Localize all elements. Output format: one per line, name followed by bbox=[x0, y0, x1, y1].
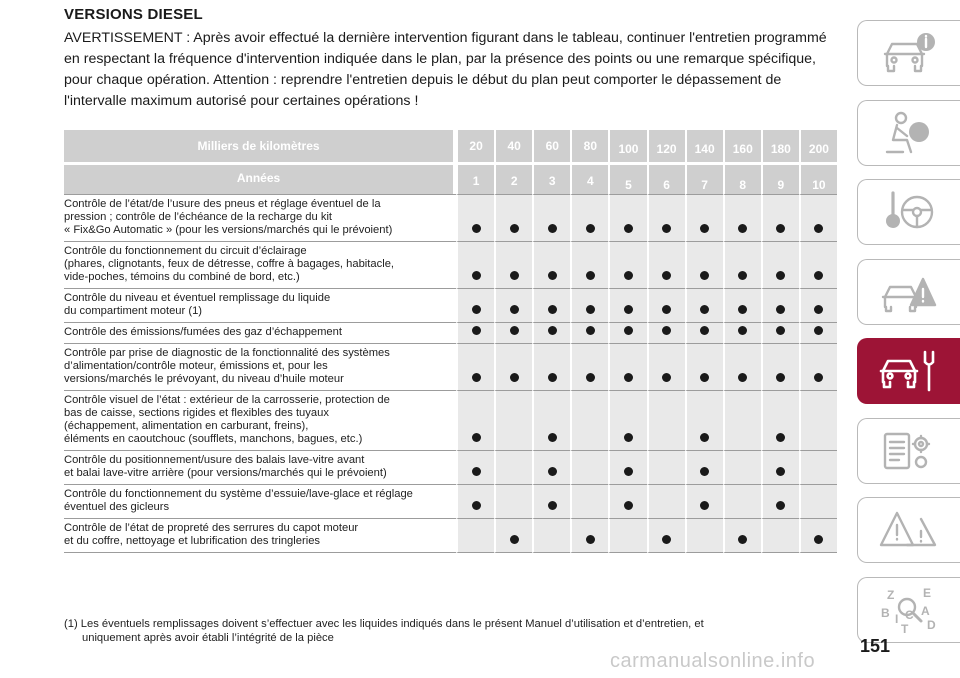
operation-label-line: bas de caisse, sections rigides et flexibles des tuyaux bbox=[64, 407, 329, 419]
operation-label bbox=[64, 450, 456, 484]
maintenance-dot bbox=[662, 271, 671, 280]
maintenance-row bbox=[64, 450, 837, 484]
maintenance-dot bbox=[624, 305, 633, 314]
interval-cell bbox=[494, 288, 532, 322]
year-header-cell: 1 bbox=[456, 162, 494, 194]
airbag-safety-icon bbox=[877, 108, 941, 158]
km-header-cell: 100 bbox=[608, 130, 646, 162]
interval-cell bbox=[570, 450, 608, 484]
year-header-cell: 8 bbox=[723, 162, 761, 194]
maintenance-dot bbox=[472, 501, 481, 510]
interval-cell bbox=[647, 194, 685, 241]
interval-cell bbox=[647, 241, 685, 288]
operation-label-line: du compartiment moteur (1) bbox=[64, 305, 203, 317]
year-header-cell: 5 bbox=[608, 162, 646, 194]
svg-text:B: B bbox=[881, 605, 890, 620]
maintenance-row bbox=[64, 484, 837, 518]
page-number: 151 bbox=[860, 636, 891, 656]
svg-text:C: C bbox=[905, 607, 914, 622]
interval-cell bbox=[456, 484, 494, 518]
tab-index[interactable] bbox=[857, 577, 960, 643]
maintenance-dot bbox=[700, 501, 709, 510]
operation-label-line: Contrôle visuel de l’état : extérieur de la carrosserie, protection de bbox=[64, 394, 390, 406]
interval-cell bbox=[685, 288, 723, 322]
interval-cell bbox=[647, 450, 685, 484]
interval-cell bbox=[685, 194, 723, 241]
interval-cell bbox=[608, 450, 646, 484]
maintenance-dot bbox=[472, 326, 481, 335]
interval-cell bbox=[532, 450, 570, 484]
tab-emergency[interactable] bbox=[857, 259, 960, 325]
year-header-cell: 7 bbox=[685, 162, 723, 194]
maintenance-dot bbox=[624, 501, 633, 510]
interval-cell bbox=[456, 241, 494, 288]
car-info-icon bbox=[877, 28, 941, 78]
operation-label-line: éventuel des gicleurs bbox=[64, 501, 170, 513]
interval-cell bbox=[761, 390, 799, 450]
maintenance-dot bbox=[548, 305, 557, 314]
operation-label bbox=[64, 288, 456, 322]
interval-cell bbox=[761, 484, 799, 518]
interval-cell bbox=[608, 390, 646, 450]
interval-cell bbox=[761, 450, 799, 484]
interval-cell bbox=[799, 322, 837, 343]
technical-data-gears-icon bbox=[877, 426, 941, 476]
maintenance-dot bbox=[662, 373, 671, 382]
interval-cell bbox=[685, 450, 723, 484]
interval-cell bbox=[685, 343, 723, 390]
maintenance-row bbox=[64, 343, 837, 390]
interval-cell bbox=[494, 484, 532, 518]
interval-cell bbox=[761, 343, 799, 390]
interval-cell bbox=[532, 518, 570, 553]
maintenance-dot bbox=[700, 271, 709, 280]
svg-text:I: I bbox=[895, 611, 899, 626]
years-header-row bbox=[64, 162, 837, 194]
maintenance-dot bbox=[814, 535, 823, 544]
interval-cell bbox=[494, 450, 532, 484]
interval-cell bbox=[494, 343, 532, 390]
maintenance-dot bbox=[814, 224, 823, 233]
svg-text:A: A bbox=[921, 603, 930, 618]
maintenance-dot bbox=[662, 326, 671, 335]
maintenance-dot bbox=[586, 305, 595, 314]
km-header-cell: 120 bbox=[647, 130, 685, 162]
maintenance-row bbox=[64, 194, 837, 241]
maintenance-dot bbox=[814, 271, 823, 280]
maintenance-dot bbox=[510, 305, 519, 314]
km-header-cell: 160 bbox=[723, 130, 761, 162]
section-title: VERSIONS DIESEL bbox=[64, 6, 203, 23]
interval-cell bbox=[456, 450, 494, 484]
km-header-cell: 20 bbox=[456, 130, 494, 162]
maintenance-dot bbox=[776, 467, 785, 476]
interval-cell bbox=[799, 194, 837, 241]
operation-label-line: Contrôle par prise de diagnostic de la fonctionnalité des systèmes bbox=[64, 347, 390, 359]
maintenance-dot bbox=[472, 224, 481, 233]
operation-label bbox=[64, 518, 456, 553]
maintenance-dot bbox=[548, 467, 557, 476]
interval-cell bbox=[532, 484, 570, 518]
maintenance-dot bbox=[814, 305, 823, 314]
operation-label bbox=[64, 390, 456, 450]
km-header-cell: 180 bbox=[761, 130, 799, 162]
interval-cell bbox=[799, 484, 837, 518]
maintenance-dot bbox=[776, 501, 785, 510]
maintenance-dot bbox=[548, 373, 557, 382]
operation-label-line: (phares, clignotants, feux de détresse, coffre à bagages, habitacle, bbox=[64, 258, 395, 270]
interval-cell bbox=[685, 322, 723, 343]
operation-label bbox=[64, 241, 456, 288]
interval-cell bbox=[647, 343, 685, 390]
interval-cell bbox=[608, 288, 646, 322]
interval-cell bbox=[456, 518, 494, 553]
interval-cell bbox=[456, 390, 494, 450]
operation-label-line: Contrôle du fonctionnement du circuit d’éclairage bbox=[64, 245, 307, 257]
operation-label bbox=[64, 194, 456, 241]
maintenance-dot bbox=[472, 373, 481, 382]
interval-cell bbox=[723, 343, 761, 390]
car-wrench-maintenance-icon bbox=[877, 346, 941, 396]
maintenance-dot bbox=[472, 305, 481, 314]
maintenance-dot bbox=[510, 535, 519, 544]
maintenance-dot bbox=[662, 224, 671, 233]
year-header-cell: 10 bbox=[799, 162, 837, 194]
tab-dashboard[interactable] bbox=[857, 20, 960, 86]
interval-cell bbox=[532, 241, 570, 288]
maintenance-dot bbox=[548, 501, 557, 510]
interval-cell bbox=[799, 343, 837, 390]
interval-cell bbox=[532, 288, 570, 322]
interval-cell bbox=[532, 390, 570, 450]
interval-cell bbox=[761, 288, 799, 322]
maintenance-plan-table bbox=[64, 130, 837, 553]
interval-cell bbox=[647, 322, 685, 343]
year-header-cell: 9 bbox=[761, 162, 799, 194]
interval-cell bbox=[761, 194, 799, 241]
operation-label-line: et du coffre, nettoyage et lubrification des tringleries bbox=[64, 535, 321, 547]
maintenance-dot bbox=[472, 467, 481, 476]
interval-cell bbox=[685, 484, 723, 518]
operation-label-line: Contrôle du niveau et éventuel remplissage du liquide bbox=[64, 292, 331, 304]
interval-cell bbox=[494, 518, 532, 553]
maintenance-dot bbox=[738, 373, 747, 382]
maintenance-dot bbox=[700, 467, 709, 476]
maintenance-dot bbox=[662, 535, 671, 544]
maintenance-dot bbox=[624, 326, 633, 335]
km-header-cell: 200 bbox=[799, 130, 837, 162]
years-header-label: Années bbox=[64, 162, 456, 194]
operation-label bbox=[64, 484, 456, 518]
km-header-row bbox=[64, 130, 837, 162]
interval-cell bbox=[647, 518, 685, 553]
alphabetical-index-icon bbox=[877, 585, 941, 635]
chapter-sidebar bbox=[857, 20, 960, 656]
interval-cell bbox=[532, 322, 570, 343]
maintenance-dot bbox=[700, 224, 709, 233]
maintenance-dot bbox=[586, 535, 595, 544]
maintenance-dot bbox=[472, 271, 481, 280]
interval-cell bbox=[494, 194, 532, 241]
maintenance-dot bbox=[586, 373, 595, 382]
interval-cell bbox=[608, 194, 646, 241]
interval-cell bbox=[456, 322, 494, 343]
interval-cell bbox=[761, 518, 799, 553]
maintenance-dot bbox=[700, 326, 709, 335]
interval-cell bbox=[685, 241, 723, 288]
svg-text:T: T bbox=[901, 621, 909, 635]
interval-cell bbox=[723, 484, 761, 518]
tab-technical-data[interactable] bbox=[857, 418, 960, 484]
svg-text:D: D bbox=[927, 617, 936, 632]
interval-cell bbox=[532, 194, 570, 241]
maintenance-row bbox=[64, 241, 837, 288]
interval-cell bbox=[723, 518, 761, 553]
maintenance-dot bbox=[700, 433, 709, 442]
maintenance-dot bbox=[472, 433, 481, 442]
interval-cell bbox=[570, 484, 608, 518]
interval-cell bbox=[456, 343, 494, 390]
interval-cell bbox=[723, 390, 761, 450]
interval-cell bbox=[723, 194, 761, 241]
breakdown-warning-icon bbox=[877, 267, 941, 317]
maintenance-row bbox=[64, 322, 837, 343]
interval-cell bbox=[494, 241, 532, 288]
interval-cell bbox=[570, 194, 608, 241]
svg-text:E: E bbox=[923, 585, 932, 600]
maintenance-dot bbox=[776, 224, 785, 233]
km-header-cell: 140 bbox=[685, 130, 723, 162]
interval-cell bbox=[647, 484, 685, 518]
tab-starting-driving[interactable] bbox=[857, 179, 960, 245]
interval-cell bbox=[570, 322, 608, 343]
interval-cell bbox=[494, 322, 532, 343]
interval-cell bbox=[799, 518, 837, 553]
interval-cell bbox=[799, 390, 837, 450]
warning-triangles-icon bbox=[877, 505, 941, 555]
operation-label-line: Contrôle des émissions/fumées des gaz d’échappement bbox=[64, 326, 342, 338]
maintenance-dot bbox=[700, 305, 709, 314]
maintenance-dot bbox=[738, 305, 747, 314]
interval-cell bbox=[647, 288, 685, 322]
maintenance-dot bbox=[548, 224, 557, 233]
tab-multimedia-warnings[interactable] bbox=[857, 497, 960, 563]
tab-maintenance[interactable] bbox=[857, 338, 960, 404]
maintenance-dot bbox=[548, 433, 557, 442]
maintenance-dot bbox=[624, 467, 633, 476]
km-header-cell: 60 bbox=[532, 130, 570, 162]
interval-cell bbox=[494, 390, 532, 450]
maintenance-dot bbox=[510, 373, 519, 382]
operation-label-line: versions/marchés le prévoyant, du niveau d’huile moteur bbox=[64, 373, 344, 385]
footnote bbox=[64, 617, 844, 645]
maintenance-dot bbox=[586, 326, 595, 335]
maintenance-dot bbox=[738, 224, 747, 233]
key-steering-wheel-icon bbox=[877, 187, 941, 237]
interval-cell bbox=[608, 484, 646, 518]
interval-cell bbox=[570, 518, 608, 553]
operation-label-line: Contrôle du fonctionnement du système d’essuie/lave-glace et réglage bbox=[64, 488, 413, 500]
footnote-line-1: (1) Les éventuels remplissages doivent s’effectuer avec les liquides indiqués dans le présent Manuel d’utilisation et d’entretien, et bbox=[64, 618, 704, 630]
footnote-line-2: uniquement après avoir établi l’intégrité de la pièce bbox=[82, 632, 334, 644]
interval-cell bbox=[685, 390, 723, 450]
interval-cell bbox=[685, 518, 723, 553]
maintenance-dot bbox=[776, 326, 785, 335]
maintenance-dot bbox=[776, 271, 785, 280]
maintenance-dot bbox=[738, 535, 747, 544]
interval-cell bbox=[570, 390, 608, 450]
km-header-cell: 40 bbox=[494, 130, 532, 162]
interval-cell bbox=[608, 343, 646, 390]
operation-label-line: (échappement, alimentation en carburant, freins), bbox=[64, 420, 309, 432]
operation-label-line: Contrôle de l’état/de l’usure des pneus et réglage éventuel de la bbox=[64, 198, 381, 210]
interval-cell bbox=[799, 450, 837, 484]
year-header-cell: 6 bbox=[647, 162, 685, 194]
interval-cell bbox=[723, 288, 761, 322]
maintenance-dot bbox=[738, 271, 747, 280]
operation-label bbox=[64, 322, 456, 343]
year-header-cell: 4 bbox=[570, 162, 608, 194]
interval-cell bbox=[532, 343, 570, 390]
maintenance-dot bbox=[624, 271, 633, 280]
operation-label-line: Contrôle de l’état de propreté des serrures du capot moteur bbox=[64, 522, 359, 534]
maintenance-dot bbox=[624, 433, 633, 442]
maintenance-dot bbox=[776, 373, 785, 382]
maintenance-dot bbox=[814, 373, 823, 382]
year-header-cell: 3 bbox=[532, 162, 570, 194]
maintenance-row bbox=[64, 518, 837, 553]
maintenance-dot bbox=[700, 373, 709, 382]
maintenance-dot bbox=[738, 326, 747, 335]
year-header-cell: 2 bbox=[494, 162, 532, 194]
km-header-cell: 80 bbox=[570, 130, 608, 162]
maintenance-row bbox=[64, 390, 837, 450]
maintenance-dot bbox=[548, 271, 557, 280]
operation-label-line: vide-poches, témoins du combiné de bord, etc.) bbox=[64, 271, 300, 283]
interval-cell bbox=[456, 194, 494, 241]
operation-label-line: éléments en caoutchouc (soufflets, manchons, bagues, etc.) bbox=[64, 433, 363, 445]
maintenance-dot bbox=[586, 271, 595, 280]
interval-cell bbox=[761, 322, 799, 343]
maintenance-dot bbox=[814, 326, 823, 335]
warning-paragraph: AVERTISSEMENT : Après avoir effectué la dernière intervention figurant dans le tableau, continuer l'entretien programmé en respectant la fréquence d'intervention indiquée dans le plan, par la présence des points ou une remarque spécifique, pour chaque opération. Attention : reprendre l'entretien depuis le début du plan peut comporter le dépassement de l'intervalle maximum autorisé pour certaines opérations ! bbox=[64, 30, 827, 109]
interval-cell bbox=[608, 322, 646, 343]
maintenance-dot bbox=[776, 433, 785, 442]
maintenance-dot bbox=[548, 326, 557, 335]
maintenance-dot bbox=[510, 271, 519, 280]
interval-cell bbox=[799, 241, 837, 288]
operation-label-line: pression ; contrôle de l’échéance de la recharge du kit bbox=[64, 211, 333, 223]
maintenance-row bbox=[64, 288, 837, 322]
svg-text:Z: Z bbox=[887, 587, 895, 602]
interval-cell bbox=[608, 518, 646, 553]
interval-cell bbox=[456, 288, 494, 322]
interval-cell bbox=[799, 288, 837, 322]
maintenance-dot bbox=[586, 224, 595, 233]
interval-cell bbox=[723, 450, 761, 484]
km-header-label: Milliers de kilomètres bbox=[64, 130, 456, 162]
maintenance-dot bbox=[624, 373, 633, 382]
maintenance-dot bbox=[662, 305, 671, 314]
operation-label-line: et balai lave-vitre arrière (pour versions/marchés qui le prévoient) bbox=[64, 467, 387, 479]
maintenance-dot bbox=[624, 224, 633, 233]
interval-cell bbox=[761, 241, 799, 288]
maintenance-dot bbox=[776, 305, 785, 314]
operation-label-line: d’alimentation/contrôle moteur, émissions et, pour les bbox=[64, 360, 328, 372]
interval-cell bbox=[570, 288, 608, 322]
watermark: carmanualsonline.info bbox=[610, 650, 816, 672]
tab-safety[interactable] bbox=[857, 100, 960, 166]
interval-cell bbox=[647, 390, 685, 450]
operation-label bbox=[64, 343, 456, 390]
interval-cell bbox=[570, 241, 608, 288]
interval-cell bbox=[608, 241, 646, 288]
interval-cell bbox=[723, 241, 761, 288]
interval-cell bbox=[723, 322, 761, 343]
operation-label-line: Contrôle du positionnement/usure des balais lave-vitre avant bbox=[64, 454, 365, 466]
maintenance-dot bbox=[510, 224, 519, 233]
operation-label-line: « Fix&Go Automatic » (pour les versions/marchés qui le prévoient) bbox=[64, 224, 393, 236]
interval-cell bbox=[570, 343, 608, 390]
maintenance-dot bbox=[510, 326, 519, 335]
